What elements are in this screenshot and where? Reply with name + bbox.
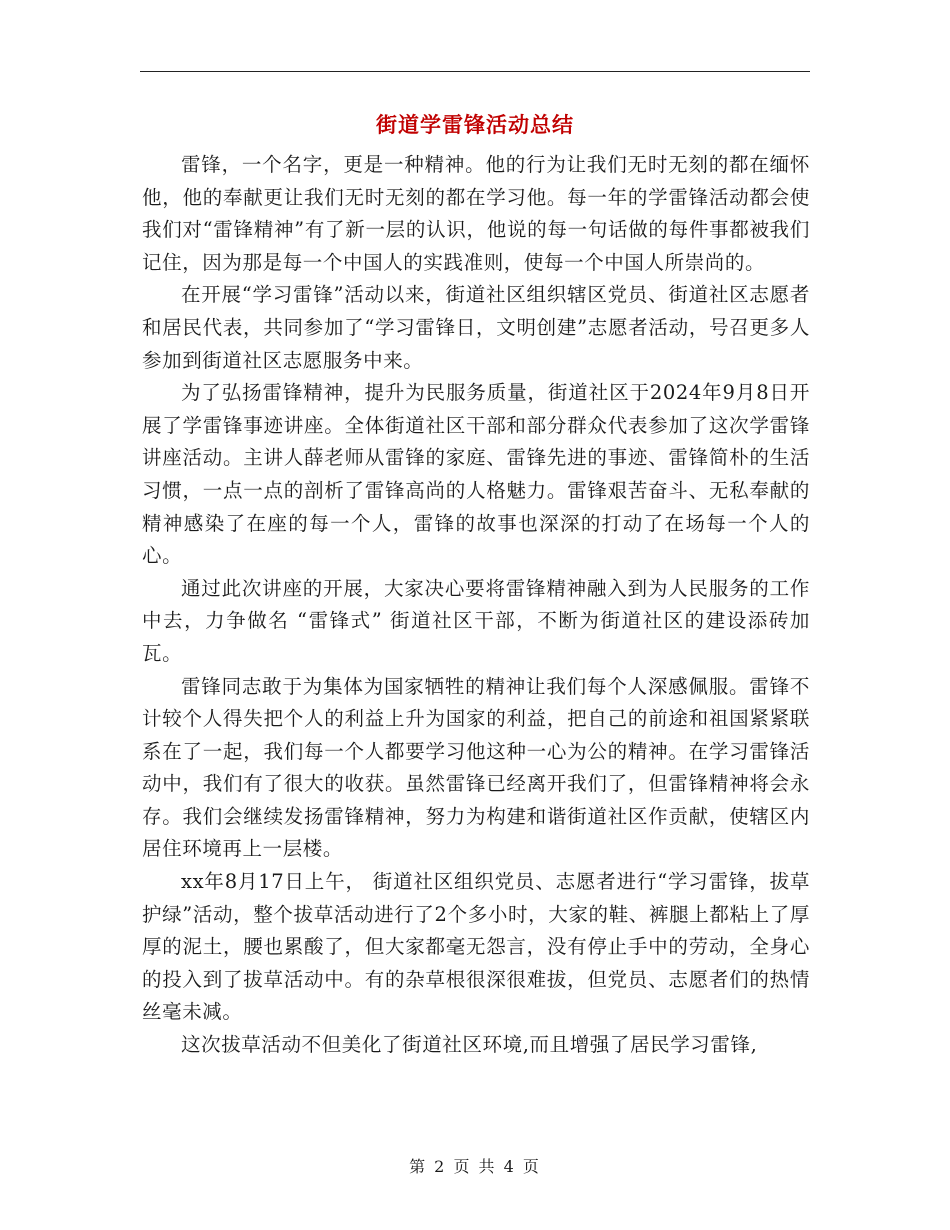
paragraph-7: 这次拔草活动不但美化了街道社区环境,而且增强了居民学习雷锋, <box>181 1033 758 1057</box>
document-title: 街道学雷锋活动总结 <box>376 112 574 137</box>
paragraph-5: 雷锋同志敢于为集体为国家牺牲的精神让我们每个人深感佩服。雷锋不计较个人得失把个人的利益上升为国家的利益，把自己的前途和祖国紧紧联系在了一起，我们每一个人都要学习他这种一心为公的精神。在学习雷锋活动中，我们有了很大的收获。虽然雷锋已经离开我们了，但雷锋精神将会永存。我们会继续发扬雷锋精神，努力为构建和谐街道社区作贡献，使辖区内居住环境再上一层楼。 <box>142 674 810 861</box>
paragraph-4: 通过此次讲座的开展，大家决心要将雷锋精神融入到为人民服务的工作中去，力争做名 “雷锋式” 街道社区干部，不断为街道社区的建设添砖加瓦。 <box>142 576 810 665</box>
page-footer: 第 2 页 共 4 页 <box>409 1157 541 1176</box>
paragraph-1: 雷锋，一个名字，更是一种精神。他的行为让我们无时无刻的都在缅怀他，他的奉献更让我们无时无刻的都在学习他。每一年的学雷锋活动都会使我们对“雷锋精神”有了新一层的认识，他说的每一句话做的每件事都被我们记住，因为那是每一个中国人的实践准则，使每一个中国人所崇尚的。 <box>142 153 810 274</box>
paragraph-3: 为了弘扬雷锋精神，提升为民服务质量，街道社区于2024年9月8日开展了学雷锋事迹讲座。全体街道社区干部和部分群众代表参加了这次学雷锋讲座活动。主讲人薛老师从雷锋的家庭、雷锋先进的事迹、雷锋简朴的生活习惯，一点一点的剖析了雷锋高尚的人格魅力。雷锋艰苦奋斗、无私奉献的精神感染了在座的每一个人，雷锋的故事也深深的打动了在场每一个人的心。 <box>142 381 810 568</box>
paragraph-6: xx年8月17日上午， 街道社区组织党员、志愿者进行“学习雷锋，拔草护绿”活动，整个拔草活动进行了2个多小时，大家的鞋、裤腿上都粘上了厚厚的泥土，腰也累酸了，但大家都毫无怨言，没有停止手中的劳动，全身心的投入到了拔草活动中。有的杂草根很深很难拔，但党员、志愿者们的热情丝毫未减。 <box>142 870 810 1024</box>
paragraph-2: 在开展“学习雷锋”活动以来，街道社区组织辖区党员、街道社区志愿者和居民代表，共同参加了“学习雷锋日，文明创建”志愿者活动，号召更多人参加到街道社区志愿服务中来。 <box>142 283 810 372</box>
header-rule <box>140 71 810 72</box>
document-body <box>142 149 810 1062</box>
